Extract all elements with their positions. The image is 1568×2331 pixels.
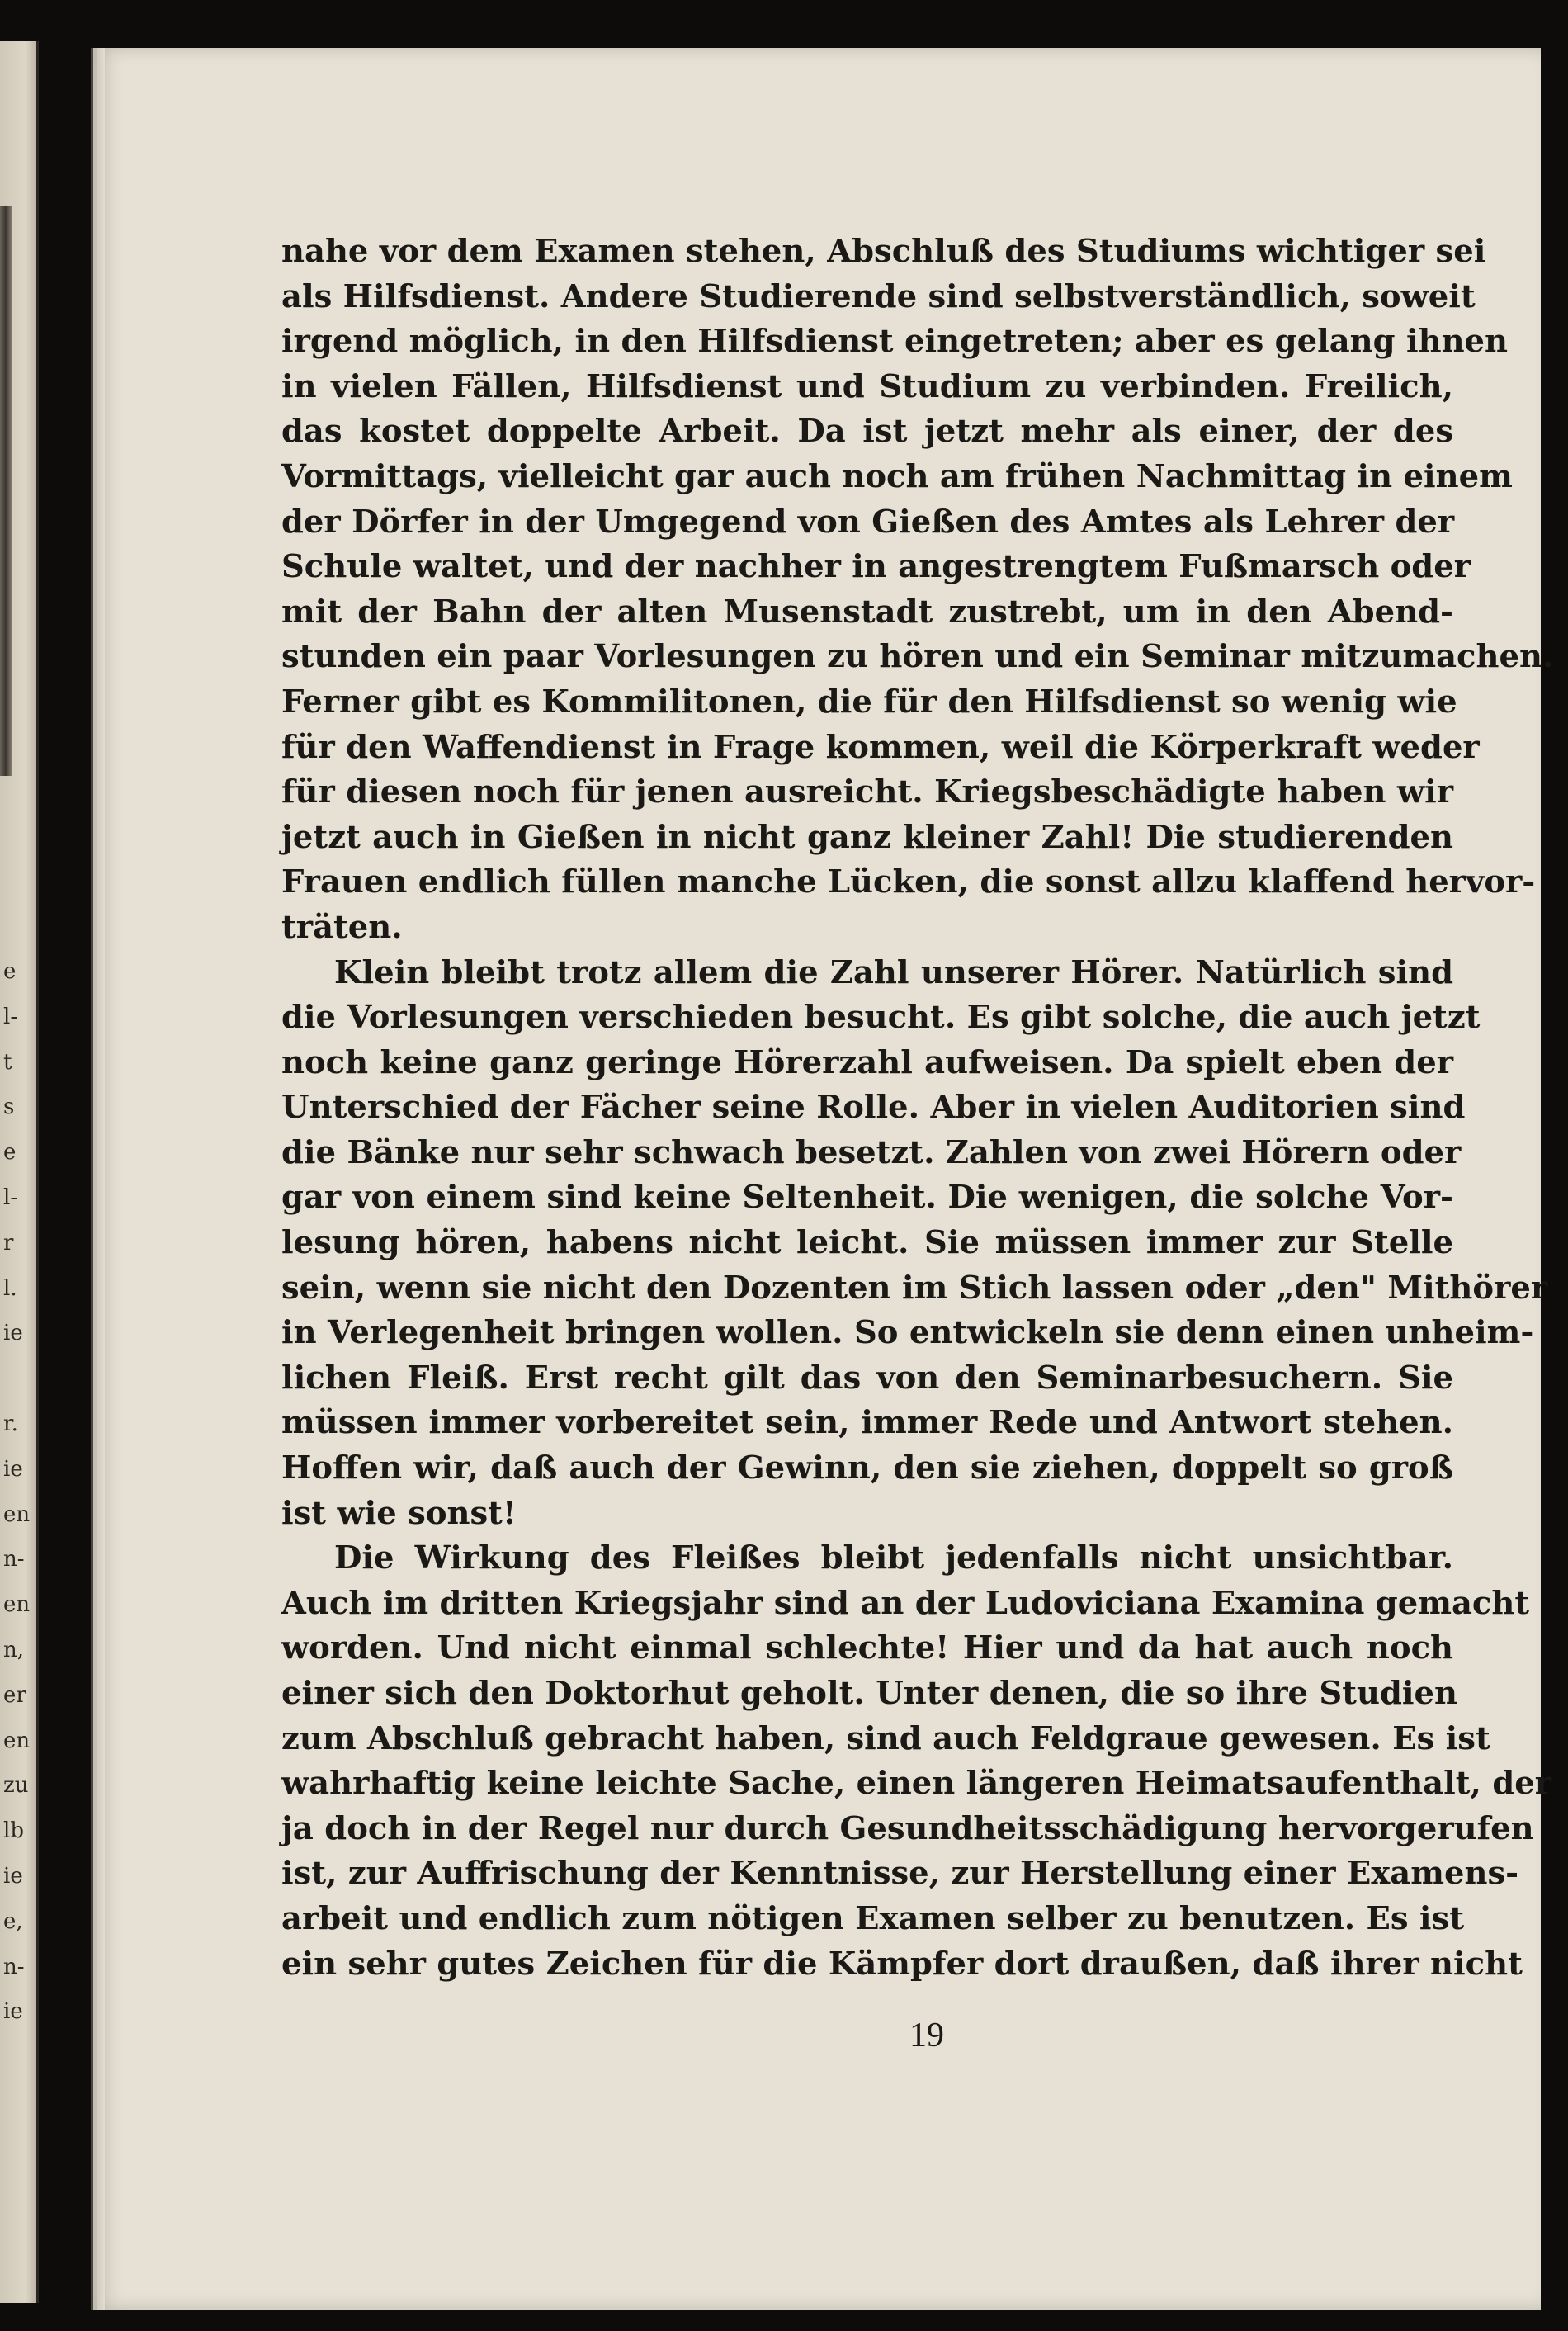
text-line: mit der Bahn der alten Musenstadt zustrebt, um in den Abend- <box>281 593 1453 631</box>
left-page-fragment: en <box>3 1728 31 1753</box>
left-page-fragment: lb <box>3 1818 24 1844</box>
text-line: ja doch in der Regel nur durch Gesundheitsschädigung hervorgerufen <box>281 1809 1534 1847</box>
text-line: noch keine ganz geringe Hörerzahl aufweisen. Da spielt eben der <box>281 1043 1453 1081</box>
text-line: ist wie sonst! <box>281 1494 517 1532</box>
text-line: als Hilfsdienst. Andere Studierende sind selbstverständlich, soweit <box>281 277 1476 315</box>
text-line: in Verlegenheit bringen wollen. So entwickeln sie denn einen unheim- <box>281 1314 1534 1352</box>
left-page-edge <box>0 41 39 2303</box>
text-line: ist, zur Auffrischung der Kenntnisse, zur Herstellung einer Examens- <box>281 1855 1519 1893</box>
body-text <box>281 229 1554 1987</box>
paragraph <box>281 229 1554 951</box>
text-line: zum Abschluß gebracht haben, sind auch Feldgraue gewesen. Es ist <box>281 1719 1490 1757</box>
text-line: Klein bleibt trotz allem die Zahl unserer Hörer. Natürlich sind <box>334 953 1453 991</box>
left-page-fragment: l- <box>3 1004 18 1029</box>
left-page-fragment: l. <box>3 1275 17 1301</box>
left-page-fragment: ie <box>3 1863 23 1889</box>
text-line: in vielen Fällen, Hilfsdienst und Studium zu verbinden. Freilich, <box>281 367 1453 405</box>
text-line: einer sich den Doktorhut geholt. Unter denen, die so ihre Studien <box>281 1675 1458 1712</box>
text-line: die Bänke nur sehr schwach besetzt. Zahlen von zwei Hörern oder <box>281 1133 1462 1171</box>
left-page-fragment: r. <box>3 1411 18 1436</box>
left-page-fragment: s <box>3 1095 15 1120</box>
text-line: stunden ein paar Vorlesungen zu hören und ein Seminar mitzumachen. <box>281 638 1554 676</box>
text-line: Die Wirkung des Fleißes bleibt jedenfalls nicht unsichtbar. <box>334 1539 1453 1577</box>
left-page-fragment: n, <box>3 1637 25 1662</box>
left-page-fragment: er <box>3 1682 26 1708</box>
text-line: Unterschied der Fächer seine Rolle. Aber in vielen Auditorien sind <box>281 1089 1466 1127</box>
left-page-fragment <box>3 1356 36 1402</box>
text-line: worden. Und nicht einmal schlechte! Hier und da hat auch noch <box>281 1629 1453 1667</box>
left-page-fragment: ie <box>3 1321 23 1346</box>
left-page-fragment: n- <box>3 1954 25 1979</box>
text-line: Hoffen wir, daß auch der Gewinn, den sie ziehen, doppelt so groß <box>281 1449 1453 1487</box>
paragraph <box>281 951 1548 1537</box>
text-line: wahrhaftig keine leichte Sache, einen längeren Heimatsaufenthalt, der <box>281 1765 1552 1803</box>
text-line: arbeit und endlich zum nötigen Examen selber zu benutzen. Es ist <box>281 1899 1465 1937</box>
left-page-fragment: en <box>3 1592 31 1618</box>
paragraph <box>281 1536 1552 1987</box>
text-line: müssen immer vorbereitet sein, immer Rede und Antwort stehen. <box>281 1404 1453 1442</box>
text-line: Auch im dritten Kriegsjahr sind an der Ludoviciana Examina gemacht <box>281 1584 1530 1622</box>
text-line: der Dörfer in der Umgegend von Gießen des Amtes als Lehrer der <box>281 503 1455 541</box>
text-line: lesung hören, habens nicht leicht. Sie müssen immer zur Stelle <box>281 1224 1453 1262</box>
text-line: irgend möglich, in den Hilfsdienst eingetreten; aber es gelang ihnen <box>281 323 1509 361</box>
left-page-fragment: e <box>3 959 17 984</box>
left-page-fragment: ie <box>3 1456 23 1482</box>
left-page-fragment: en <box>3 1501 31 1527</box>
left-page-fragment: l- <box>3 1184 18 1210</box>
text-line: für diesen noch für jenen ausreicht. Kriegsbeschädigte haben wir <box>281 773 1453 811</box>
text-line: lichen Fleiß. Erst recht gilt das von den Seminarbesuchern. Sie <box>281 1359 1453 1397</box>
text-line: gar von einem sind keine Seltenheit. Die wenigen, die solche Vor- <box>281 1179 1453 1217</box>
left-page-fragment: e <box>3 1140 17 1166</box>
left-page-fragment: zu <box>3 1773 29 1799</box>
page-gutter <box>97 48 105 2310</box>
text-line: das kostet doppelte Arbeit. Da ist jetzt mehr als einer, der des <box>281 413 1453 451</box>
page-number: 19 <box>909 2017 944 2054</box>
left-page-fragment: t <box>3 1049 12 1075</box>
left-page-fragment: r <box>3 1230 14 1255</box>
left-page-fragment: n- <box>3 1547 25 1572</box>
text-line: Frauen endlich füllen manche Lücken, die sonst allzu klaffend hervor- <box>281 863 1536 901</box>
text-line: Ferner gibt es Kommilitonen, die für den Hilfsdienst so wenig wie <box>281 683 1457 721</box>
text-line: ein sehr gutes Zeichen für die Kämpfer dort draußen, daß ihrer nicht <box>281 1945 1523 1983</box>
left-page-plate <box>0 206 12 776</box>
book-page <box>91 48 1554 2310</box>
text-line: träten. <box>281 908 403 946</box>
text-line: für den Waffendienst in Frage kommen, weil die Körperkraft weder <box>281 728 1480 766</box>
left-page-fragments <box>3 949 36 2035</box>
text-line: jetzt auch in Gießen in nicht ganz kleiner Zahl! Die studierenden <box>281 818 1453 856</box>
text-line: nahe vor dem Examen stehen, Abschluß des Studiums wichtiger sei <box>281 233 1486 270</box>
text-line: Schule waltet, und der nachher in angestrengtem Fußmarsch oder <box>281 548 1471 586</box>
text-line: Vormittags, vielleicht gar auch noch am frühen Nachmittag in einem <box>281 457 1513 495</box>
left-page-fragment: ie <box>3 1999 23 2025</box>
left-page-fragment: e, <box>3 1908 23 1934</box>
text-line: sein, wenn sie nicht den Dozenten im Stich lassen oder „den" Mithörer <box>281 1269 1548 1307</box>
text-line: die Vorlesungen verschieden besucht. Es gibt solche, die auch jetzt <box>281 999 1481 1037</box>
